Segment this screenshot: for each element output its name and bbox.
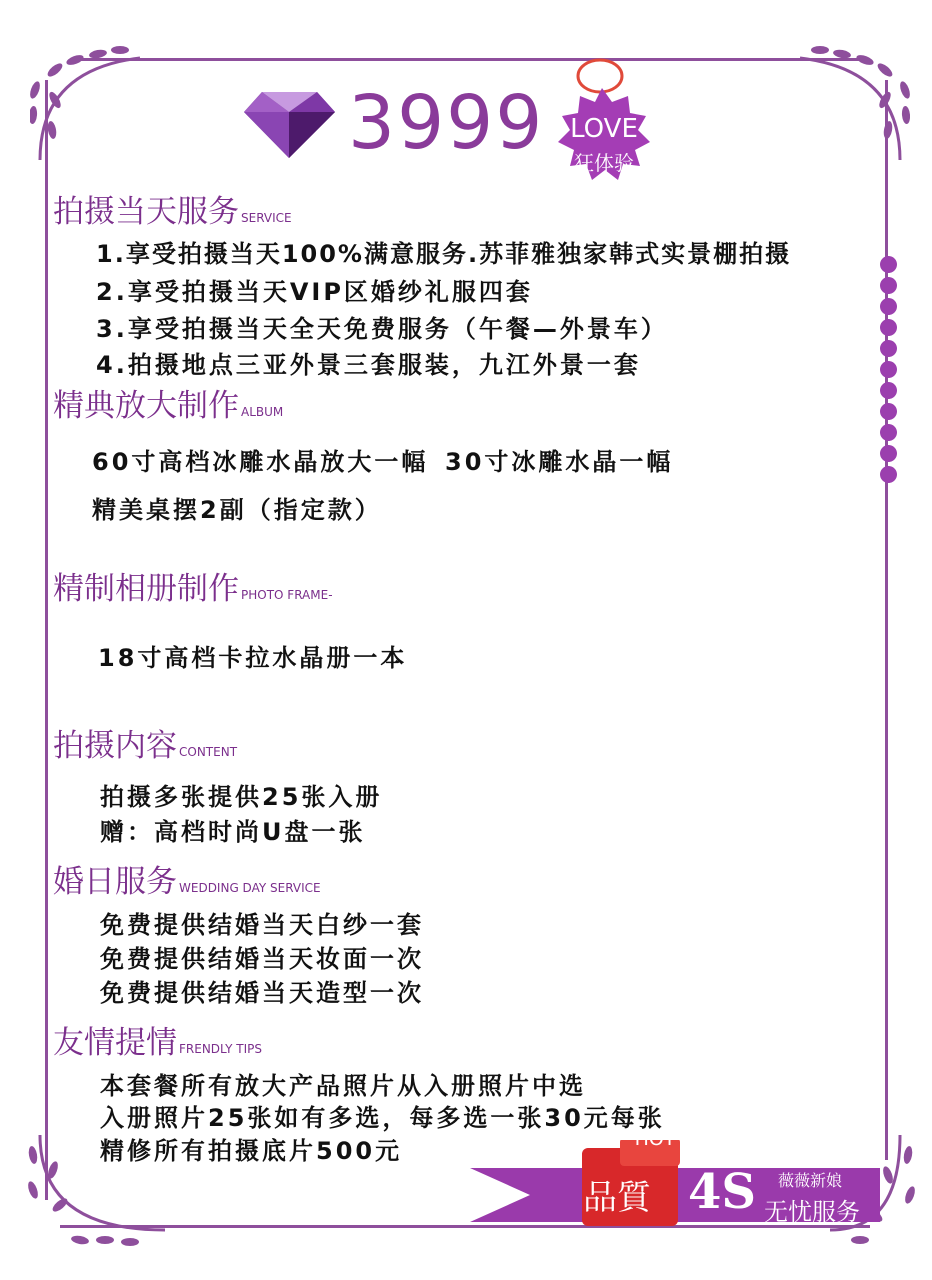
list-item: 免费提供结婚当天妆面一次: [100, 945, 424, 973]
list-item: 精修所有拍摄底片500元: [100, 1137, 403, 1165]
list-item: 60寸高档冰雕水晶放大一幅: [92, 448, 429, 476]
badge-subtitle-text: 狂体验: [574, 151, 634, 175]
frame-left: [45, 80, 48, 1200]
list-item: 2.享受拍摄当天VIP区婚纱礼服四套: [96, 278, 533, 306]
section-title-service: 拍摄当天服务 SERVICE: [53, 194, 292, 230]
badge-love-text: LOVE: [570, 114, 638, 144]
section-title-content: 拍摄内容 CONTENT: [53, 728, 238, 764]
frame-top: [70, 58, 870, 61]
list-item: 本套餐所有放大产品照片从入册照片中选: [100, 1072, 586, 1100]
list-item: 18寸高档卡拉水晶册一本: [98, 644, 408, 672]
four-s-label: 4S: [688, 1164, 757, 1220]
list-item: 30寸冰雕水晶一幅: [445, 448, 674, 476]
list-item: 1.享受拍摄当天100%满意服务.苏菲雅独家韩式实景棚拍摄: [96, 240, 792, 268]
list-item: 赠：高档时尚U盘一张: [100, 818, 366, 846]
section-title-photo-frame: 精制相册制作 PHOTO FRAME-: [53, 571, 333, 607]
list-item: 精美桌摆2副（指定款）: [92, 496, 382, 524]
diamond-icon: [242, 90, 337, 160]
list-item: 免费提供结婚当天白纱一套: [100, 911, 424, 939]
list-item: 3.享受拍摄当天全天免费服务（午餐—外景车）: [96, 315, 668, 343]
section-title-album: 精典放大制作 ALBUM: [53, 388, 284, 424]
vine-top-left-icon: [30, 40, 160, 170]
quality-label: 品質: [583, 1178, 651, 1218]
brand-label: 薇薇新娘: [778, 1171, 843, 1190]
slogan-label: 无忧服务: [764, 1198, 860, 1226]
hot-label: HOT: [634, 1128, 676, 1150]
frame-right: [885, 80, 888, 1160]
list-item: 免费提供结婚当天造型一次: [100, 979, 424, 1007]
price-text: 3999: [348, 80, 545, 166]
vine-top-right-icon: [780, 40, 910, 170]
decorative-dots: [880, 256, 898, 487]
section-title-wedding-day: 婚日服务 WEDDING DAY SERVICE: [53, 864, 321, 900]
list-item: 4.拍摄地点三亚外景三套服装，九江外景一套: [96, 351, 641, 379]
section-title-tips: 友情提情 FRENDLY TIPS: [53, 1025, 262, 1061]
list-item: 入册照片25张如有多选，每多选一张30元每张: [100, 1104, 665, 1132]
list-item: 拍摄多张提供25张入册: [100, 783, 383, 811]
